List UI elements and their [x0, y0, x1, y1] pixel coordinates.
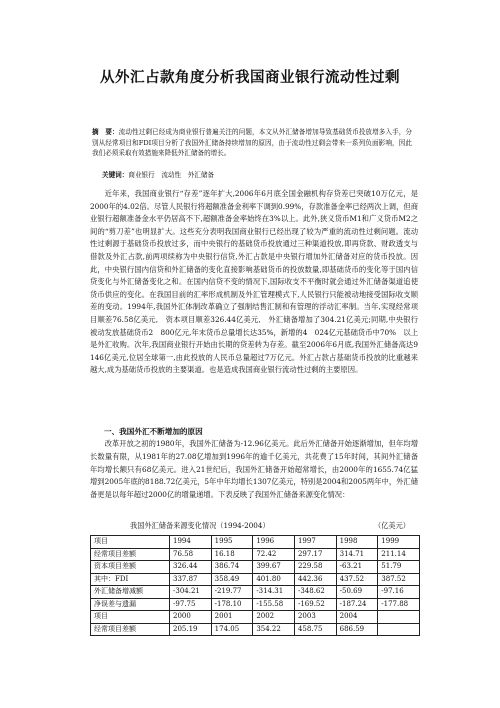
table-cell: 1998	[336, 536, 378, 549]
table-cell	[378, 611, 420, 624]
table-cell: 2002	[253, 611, 295, 624]
table-cell: 72.42	[253, 548, 295, 561]
table-cell: -178.10	[211, 598, 253, 611]
table-cell: -63.21	[336, 561, 378, 574]
table-row	[91, 536, 420, 549]
table-cell: 1996	[253, 536, 295, 549]
table-cell: -314.31	[253, 586, 295, 599]
table-cell: 2004	[336, 611, 378, 624]
body-paragraph-2: 改革开放之初的1980年，我国外汇储备为-12.96亿美元。此后外汇储备开始逐渐增加，但年均增长数量有限，从1981年的27.08亿增加到1996年的逾千亿美元，共花费了15年时间，其间外汇储备年均增长额只有68亿美元。进入21世纪后，我国外汇储备开始超常增长，由2000年的1655.74亿猛增到2005年底的8188.72亿美元，5年中年均增长1307亿美元，特别是2004和2005两年中，外汇储备更是以每年超过2000亿的增量递增。下表反映了我国外汇储备来源变化情况：	[90, 439, 419, 500]
table-row-label: 项目	[91, 611, 170, 624]
table-cell: -97.16	[378, 586, 420, 599]
table-row	[91, 586, 420, 599]
table-cell: 16.18	[211, 548, 253, 561]
table-cell: -97.75	[170, 598, 212, 611]
table-row-label: 经常项目差额	[91, 548, 170, 561]
table-unit: （亿美元）	[374, 521, 410, 530]
table-cell: 2003	[294, 611, 336, 624]
table-cell: 399.67	[253, 561, 295, 574]
abstract	[92, 127, 412, 159]
table-cell: 387.52	[378, 573, 420, 586]
table-cell: -155.58	[253, 598, 295, 611]
table-cell: 401.80	[253, 573, 295, 586]
table-cell: -187.24	[336, 598, 378, 611]
table-cell: -169.52	[294, 598, 336, 611]
keywords	[102, 170, 422, 180]
table-cell: 1994	[170, 536, 212, 549]
table-row-label: 外汇储备增减额	[91, 586, 170, 599]
section-heading: 一、我国外汇不断增加的原因	[104, 427, 203, 436]
table-cell: 51.79	[378, 561, 420, 574]
table-cell: 2001	[211, 611, 253, 624]
table-cell: -177.88	[378, 598, 420, 611]
table-cell: 205.19	[170, 623, 212, 636]
table-cell: 1997	[294, 536, 336, 549]
table-cell: 437.52	[336, 573, 378, 586]
table-cell: -304.21	[170, 586, 212, 599]
table-cell: -348.62	[294, 586, 336, 599]
table-cell: 314.71	[336, 548, 378, 561]
table-row	[91, 623, 420, 636]
table-cell: 297.17	[294, 548, 336, 561]
table-cell: 1995	[211, 536, 253, 549]
abstract-text: 流动性过剩已经成为商业银行普遍关注的问题，本文从外汇储备增加导致基础货币投放增多入手，分别从经常项目和FDI项目分析了我国外汇储备持续增加的原因，由于流动性过剩会带来一系列负面影响，因此我们必须采取有效措施来降低外汇储备的增长。	[92, 128, 413, 157]
keywords-text: 商业银行 流动性 外汇储备	[128, 171, 215, 179]
table-row	[91, 611, 420, 624]
table-caption: 我国外汇储备来源变化情况（1994-2004）	[130, 521, 270, 530]
table-row	[91, 573, 420, 586]
table-row-label: 其中：FDI	[91, 573, 170, 586]
table-row	[91, 561, 420, 574]
table-cell: 386.74	[211, 561, 253, 574]
table-cell: 1999	[378, 536, 420, 549]
keywords-label: 关键词：	[102, 171, 129, 179]
table-row	[91, 598, 420, 611]
table-cell: 229.58	[294, 561, 336, 574]
table-cell: 458.75	[294, 623, 336, 636]
table-caption-row	[130, 521, 430, 531]
table-cell: 76.58	[170, 548, 212, 561]
table-cell: 358.49	[211, 573, 253, 586]
table-row	[91, 548, 420, 561]
table-cell: 442.36	[294, 573, 336, 586]
table-row-label: 经常项目差额	[91, 623, 170, 636]
table-cell: -50.69	[336, 586, 378, 599]
table-cell: 326.44	[170, 561, 212, 574]
abstract-label: 摘 要：	[92, 128, 119, 136]
table-cell: 686.59	[336, 623, 378, 636]
table-row-label: 项目	[91, 536, 170, 549]
table-cell: 2000	[170, 611, 212, 624]
table-cell: 174.05	[211, 623, 253, 636]
body-paragraph-1: 近年来，我国商业银行“存差”逐年扩大,2006年6月底全国金融机构存贷差已突破10万亿元，是2000年的4.02倍。尽管人民银行将超额准备金利率下调到0.99%，存款准备金率已经两次上调，但商业银行超额准备金水平仍居高不下,超额准备金率始终在3%以上。此外,狭义货币M1和广义货币M2之间的“剪刀差”也明显扩大。这些充分表明我国商业银行已经出现了较为严重的流动性过剩问题。流动性过剩源于基础货币投放过多，而中央银行的基础货币投放通过三种渠道投放,即再贷款、财政透支与借款及外汇占款,前两项续称为中央银行信贷,外汇占款是中央银行增加外汇储备对应的货币投放。因此，中央银行国内信贷和外汇储备的变化直接影响基础货币的投放数量,即基础货币的变化等于国内信贷变化与外汇储备变化之和。在国内信贷不变的情况下,国际收支不平衡时就会通过外汇储备渠道追使货币供应的变化。在我国目前的汇率形成机制及外汇管理模式下,人民银行只能被动地接受国际收支顺差的变动。1994年,我国外汇体制改革确立了强制结售汇制和有管理的浮动汇率制。当年,实现经常项目顺差76.58亿美元, 资本项目顺差326.44亿美元, 外汇储备增加了304.21亿美元;同期,中央银行被动发放基础货币2 800亿元,年末货币总量增长达35%，新增的4 024亿元基础货币中70% 以上是外汇收购。次年,我国商业银行开始由长期的贷差转为存差。截至2006年6月底,我国外汇储备高达9 146亿美元,位居全球第一,由此投放的人民币总量超过7万亿元。外汇占款占基础货币投放的比重越来越大,成为基础货币投放的主要渠道。也是造成我国商业银行流动性过剩的主要原因。	[90, 189, 426, 375]
table-row-label: 净误差与遗漏	[91, 598, 170, 611]
table-row-label: 资本项目差额	[91, 561, 170, 574]
table-cell: -219.77	[211, 586, 253, 599]
reserves-table	[90, 535, 420, 636]
table-cell: 354.22	[253, 623, 295, 636]
table-cell: 337.87	[170, 573, 212, 586]
table-cell: 211.14	[378, 548, 420, 561]
table-cell	[378, 623, 420, 636]
paper-title: 从外汇占款角度分析我国商业银行流动性过剩	[100, 69, 400, 86]
